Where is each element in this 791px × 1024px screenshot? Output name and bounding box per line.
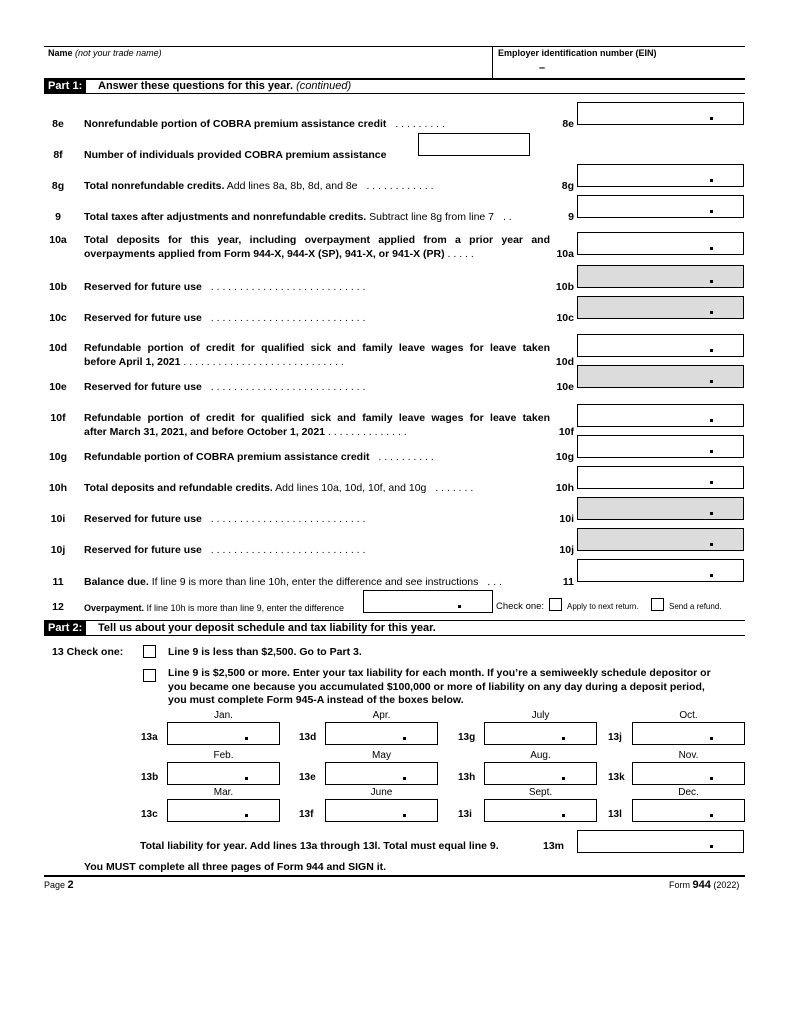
cents-separator <box>562 777 565 780</box>
line-12-label: Overpayment. If line 10h is more than line 9, enter the difference <box>84 603 344 613</box>
cents-separator <box>710 737 713 740</box>
part2-title: Tell us about your deposit schedule and tax liability for this year. <box>98 622 436 634</box>
cents-separator <box>710 117 713 120</box>
line-9-2500-or-more-checkbox[interactable] <box>143 669 156 682</box>
line-10g-amount-input[interactable] <box>577 435 744 458</box>
line-10f-amount-input[interactable] <box>577 404 744 427</box>
cents-separator <box>710 574 713 577</box>
line-label: Total deposits and refundable credits. Add lines 10a, 10d, 10f, and 10g . . . . . . . <box>84 482 474 494</box>
month-label: Aug. <box>530 750 551 761</box>
line-label-cont: after March 31, 2021, and before October 1, 2021 . . . . . . . . . . . . . . <box>84 426 407 438</box>
line-13-label: 13 Check one: <box>52 646 124 658</box>
month-label: Nov. <box>678 750 699 761</box>
line-8g-amount-input[interactable] <box>577 164 744 187</box>
month-code: 13l <box>608 809 622 820</box>
month-13c-amount-input[interactable] <box>167 799 280 822</box>
month-label: May <box>372 750 391 761</box>
part2-tag: Part 2: <box>44 621 86 636</box>
line-number: 11 <box>52 576 64 588</box>
cents-separator <box>710 814 713 817</box>
cents-separator <box>710 450 713 453</box>
footer-rule <box>44 875 745 877</box>
cents-separator <box>710 481 713 484</box>
cents-separator <box>710 845 713 848</box>
line-9-2500-or-more-label: Line 9 is $2,500 or more. Enter your tax liability for each month. If you’re a semiweekly schedule depositor or you became one because you accumulated $100,000 or more of liability on any day during a deposit period, you must complete Form 945-A instead of the boxes below. <box>168 667 711 706</box>
line-10i-amount-input <box>577 497 744 520</box>
line-label: Balance due. If line 9 is more than line 10h, enter the difference and see instructions . . . <box>84 576 502 588</box>
cents-separator <box>562 814 565 817</box>
ein-dash: – <box>539 62 546 74</box>
line-label-cont: overpayments applied from Form 944-X, 944-X (SP), 941-X, or 941-X (PR) . . . . . <box>84 248 474 260</box>
total-liability-code: 13m <box>543 840 565 852</box>
line-10h-amount-input[interactable] <box>577 466 744 489</box>
cents-separator <box>403 814 406 817</box>
month-label: June <box>370 787 393 798</box>
month-13j-amount-input[interactable] <box>632 722 745 745</box>
month-13b-amount-input[interactable] <box>167 762 280 785</box>
line-label: Reserved for future use . . . . . . . . . . . . . . . . . . . . . . . . . . . <box>84 513 366 525</box>
line-label: Reserved for future use . . . . . . . . . . . . . . . . . . . . . . . . . . . <box>84 544 366 556</box>
month-label: Oct. <box>679 710 698 721</box>
cents-separator <box>403 777 406 780</box>
part1-title: Answer these questions for this year. (continued) <box>98 80 352 92</box>
cents-separator <box>710 210 713 213</box>
line-number: 10i <box>50 513 66 525</box>
line-code: 8g <box>561 180 574 192</box>
line-code: 10i <box>559 513 574 525</box>
line-11-amount-input[interactable] <box>577 559 744 582</box>
line-label: Total taxes after adjustments and nonrefundable credits. Subtract line 8g from line 7 . . <box>84 211 512 223</box>
line-9-less-than-2500-checkbox[interactable] <box>143 645 156 658</box>
month-label: Jan. <box>214 710 233 721</box>
overpayment-amount-input[interactable] <box>363 590 493 613</box>
line-code: 10h <box>555 482 574 494</box>
page-number: Page 2 <box>44 879 74 891</box>
line-number: 10j <box>50 544 66 556</box>
line-code: 10a <box>556 248 574 260</box>
cents-separator <box>245 777 248 780</box>
month-label: Apr. <box>372 710 391 721</box>
cents-separator <box>562 737 565 740</box>
cents-separator <box>710 280 713 283</box>
line-code: 10g <box>555 451 574 463</box>
cents-separator <box>403 737 406 740</box>
line-code: 10b <box>555 281 574 293</box>
month-code: 13d <box>299 732 317 743</box>
line-label: Reserved for future use . . . . . . . . . . . . . . . . . . . . . . . . . . . <box>84 312 366 324</box>
cents-separator <box>710 512 713 515</box>
name-field-label: Name (not your trade name) <box>48 48 162 58</box>
cents-separator <box>710 179 713 182</box>
month-label: July <box>531 710 550 721</box>
cents-separator <box>710 247 713 250</box>
line-9-amount-input[interactable] <box>577 195 744 218</box>
form-identifier: Form 944 (2022) <box>669 879 740 891</box>
line-10a-amount-input[interactable] <box>577 232 744 255</box>
line-code: 11 <box>562 576 574 588</box>
line-code: 10f <box>558 426 574 438</box>
month-label: Mar. <box>213 787 234 798</box>
line-label: Number of individuals provided COBRA premium assistance <box>84 149 387 161</box>
line-10j-amount-input <box>577 528 744 551</box>
line-label: Total nonrefundable credits. Add lines 8a, 8b, 8d, and 8e . . . . . . . . . . . . <box>84 180 434 192</box>
cents-separator <box>710 349 713 352</box>
month-13i-amount-input[interactable] <box>484 799 597 822</box>
cents-separator <box>710 777 713 780</box>
month-code: 13k <box>608 772 625 783</box>
name-input[interactable] <box>44 46 492 78</box>
month-13d-amount-input[interactable] <box>325 722 438 745</box>
line-label-cont: before April 1, 2021 . . . . . . . . . . . . . . . . . . . . . . . . . . . . <box>84 356 344 368</box>
line-number: 10b <box>48 281 68 293</box>
line-number: 10c <box>49 312 67 324</box>
cents-separator <box>710 543 713 546</box>
month-13f-amount-input[interactable] <box>325 799 438 822</box>
cents-separator <box>710 419 713 422</box>
line-code: 10c <box>556 312 574 324</box>
line-8e-amount-input[interactable] <box>577 102 744 125</box>
line-number: 8g <box>51 180 65 192</box>
line-9-less-than-2500-label: Line 9 is less than $2,500. Go to Part 3. <box>168 646 362 658</box>
line-code: 8e <box>562 118 574 130</box>
line-number: 10d <box>48 342 68 354</box>
ein-input[interactable] <box>493 58 745 78</box>
month-13l-amount-input[interactable] <box>632 799 745 822</box>
line-label: Nonrefundable portion of COBRA premium assistance credit . . . . . . . . . <box>84 118 445 130</box>
line-code: 9 <box>568 211 574 223</box>
month-code: 13b <box>141 772 159 783</box>
line-label: Refundable portion of COBRA premium assistance credit . . . . . . . . . . <box>84 451 434 463</box>
month-code: 13a <box>141 732 158 743</box>
line-number: 8e <box>52 118 64 130</box>
month-code: 13h <box>458 772 476 783</box>
line-10e-amount-input <box>577 365 744 388</box>
line-code: 10j <box>559 544 574 556</box>
line-8f-count-input[interactable] <box>418 133 530 156</box>
apply-to-next-return-label: Apply to next return. <box>567 602 639 611</box>
cents-separator <box>710 380 713 383</box>
part2-top-rule <box>44 620 745 621</box>
line-number: 10g <box>48 451 68 463</box>
line-code: 10d <box>555 356 574 368</box>
line-number: 8f <box>53 149 63 161</box>
send-a-refund-checkbox[interactable] <box>651 598 664 611</box>
part2-bottom-rule <box>44 635 745 636</box>
must-complete-notice: You MUST complete all three pages of Form 944 and SIGN it. <box>84 861 387 873</box>
line-10b-amount-input <box>577 265 744 288</box>
apply-to-next-return-checkbox[interactable] <box>549 598 562 611</box>
month-code: 13e <box>299 772 316 783</box>
cents-separator <box>245 737 248 740</box>
line-label: Total deposits for this year, including overpayment applied from a prior year and <box>84 234 550 246</box>
total-liability-label: Total liability for year. Add lines 13a through 13l. Total must equal line 9. <box>140 840 499 852</box>
cents-separator <box>458 605 461 608</box>
part1-tag: Part 1: <box>44 79 86 94</box>
month-label: Dec. <box>678 787 699 798</box>
line-number: 9 <box>55 211 61 223</box>
ein-field-label: Employer identification number (EIN) <box>498 48 657 58</box>
line-number: 10e <box>49 381 67 393</box>
cents-separator <box>710 311 713 314</box>
month-13k-amount-input[interactable] <box>632 762 745 785</box>
line-number: 10h <box>48 482 68 494</box>
part1-bottom-rule <box>44 93 745 94</box>
month-13a-amount-input[interactable] <box>167 722 280 745</box>
month-code: 13i <box>458 809 472 820</box>
line-label: Refundable portion of credit for qualified sick and family leave wages for leave taken <box>84 412 550 424</box>
line-12-number: 12 <box>52 601 64 613</box>
month-13h-amount-input[interactable] <box>484 762 597 785</box>
month-13e-amount-input[interactable] <box>325 762 438 785</box>
month-code: 13c <box>141 809 158 820</box>
line-label: Refundable portion of credit for qualified sick and family leave wages for leave taken <box>84 342 550 354</box>
line-label: Reserved for future use . . . . . . . . . . . . . . . . . . . . . . . . . . . <box>84 281 366 293</box>
line-number: 10a <box>49 234 67 246</box>
month-label: Sept. <box>528 787 553 798</box>
total-liability-input[interactable] <box>577 830 744 853</box>
line-10c-amount-input <box>577 296 744 319</box>
month-label: Feb. <box>213 750 234 761</box>
line-number: 10f <box>50 412 66 424</box>
line-12-check-one: Check one: <box>496 601 545 612</box>
line-code: 10e <box>556 381 574 393</box>
cents-separator <box>245 814 248 817</box>
month-code: 13g <box>458 732 476 743</box>
month-code: 13f <box>299 809 314 820</box>
month-13g-amount-input[interactable] <box>484 722 597 745</box>
line-label: Reserved for future use . . . . . . . . . . . . . . . . . . . . . . . . . . . <box>84 381 366 393</box>
line-10d-amount-input[interactable] <box>577 334 744 357</box>
month-code: 13j <box>608 732 622 743</box>
send-a-refund-label: Send a refund. <box>669 602 722 611</box>
